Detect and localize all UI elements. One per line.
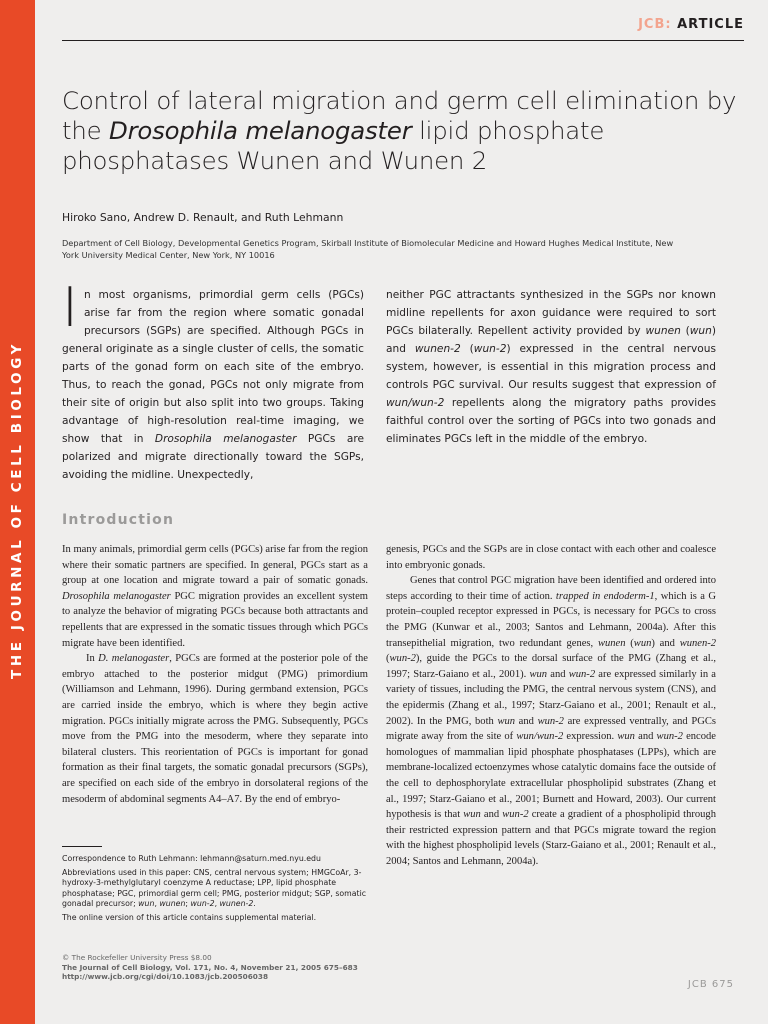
abstract-left-column: In most organisms, primordial germ cells (PGCs) arise far from the region where somatic gonadal precursors (SGPs) are specified. Although PGCs in general originate as a single cluster of cells, the somatic parts of the gonad form on each site of the embryo. Thus, to reach the gonad, PGCs not only migrate from their site of origin but also split into two groups. Taking advantage of high-resolution real-time imaging, we show that in Drosophila melanogaster PGCs are polarized and migrate directionally toward the SGPs, avoiding the midline. Unexpectedly, xyxy=(62,276,364,481)
intro-paragraph: In many animals, primordial germ cells (PGCs) arise far from the region where their somatic partners are specified. In general, PGCs start as a group at one location and migrate toward a pair of somatic gonads. Drosophila melanogaster PGC migration provides an excellent system to analyze the behavior of migrating PGCs because both attractants and repellents that are expressed in the somatic tissues through which PGCs migrate have been identified. xyxy=(62,544,369,649)
footnotes xyxy=(62,854,368,927)
page-number: JCB 675 xyxy=(687,979,734,990)
citation-line: The Journal of Cell Biology, Vol. 171, No. 4, November 21, 2005 675–683 xyxy=(62,962,358,972)
article-type-header xyxy=(638,17,744,32)
abbreviations-note: Abbreviations used in this paper: CNS, central nervous system; HMGCoAr, 3-hydroxy-3-methylglutaryl coenzyme A reductase; LPP, lipid phosphate phosphatase; PGC, primordial germ cell; PMG, posterior midgut; SGP, somatic gonadal precursor; wun, wunen; wun-2, wunen-2. xyxy=(62,867,367,909)
header-rule xyxy=(62,40,744,41)
copyright-line: © The Rockefeller University Press $8.00 xyxy=(62,953,212,962)
supplemental-note: The online version of this article contains supplemental material. xyxy=(62,912,317,922)
intro-left-column xyxy=(62,542,368,807)
intro-right-column xyxy=(386,542,716,869)
doi-link[interactable]: http://www.jcb.org/cgi/doi/10.1083/jcb.200506038 xyxy=(62,972,269,982)
intro-paragraph: Genes that control PGC migration have been identified and ordered into steps according to their time of action. trapped in endoderm-1, which is a G protein–coupled receptor expressed in PGCs, is necessary for PGCs to cross the PMG (Kunwar et al., 2003; Santos and Lehmann, 2004a). After this transepithelial migration, two redundant genes, wunen (wun) and wunen-2 (wun-2), guide the PGCs to the dorsal surface of the PMG (Zhang et al., 1997; Starz-Gaiano et al., 2001). wun and wun-2 are expressed similarly in a variety of tissues, including the PMG, the central nervous system (CNS), and the epidermis (Zhang et al., 1997; Starz-Gaiano et al., 2001; Renault et al., 2002). In the PMG, both wun and wun-2 are expressed ventrally, and PGCs migrate away from the site of wun/wun-2 expression. wun and wun-2 encode homologues of mammalian lipid phosphate phosphatases (LPPs), which are membrane-localized ectoenzymes whose catalytic domains face the outside of the cell to dephosphorylate extracellular phospholipid substrates (Zhang et al., 1997; Starz-Gaiano et al., 2001; Burnett and Howard, 2003). Our current hypothesis is that wun and wun-2 create a gradient of a phospholipid through their restricted expression pattern and that PGCs migrate toward the region with the highest phospholipid levels (Starz-Gaiano et al., 2001; Renault et al., 2004; Santos and Lehmann, 2004a). xyxy=(386,575,717,867)
intro-paragraph: In D. melanogaster, PGCs are formed at the posterior pole of the embryo attached to the posterior midgut (PMG) primordium (Williamson and Lehmann, 1996). During germband extension, PGCs are carried inside the embryo, which is where they begin active migration. PGCs initially migrate across the PMG. Subsequently, PGCs move from the PMG into the mesoderm, where they separate into bilateral clusters. This reorientation of PGCs is important for gonad formation as their final targets, the somatic gonadal precursors (SGPs), are specified on each side of the embryo in dorsolateral regions of the mesoderm of abdominal segments A4–A7. By the end of embryo- xyxy=(62,653,368,805)
intro-paragraph: genesis, PGCs and the SGPs are in close contact with each other and coalesce into embryonic gonads. xyxy=(386,544,716,571)
abstract-right-column: neither PGC attractants synthesized in the SGPs nor known midline repellents for axon guidance were required to sort PGCs bilaterally. Repellent activity provided by wunen (wun) and wunen-2 (wun-2) expressed in the central nervous system, however, is essential in this migration process and controls PGC survival. Our results suggest that expression of wun/wun-2 repellents along the migratory paths provides faithful control over the sorting of PGCs into two gonads and eliminates PGCs left in the middle of the embryo. xyxy=(386,289,716,445)
author-list: Hiroko Sano, Andrew D. Renault, and Ruth Lehmann xyxy=(62,211,344,224)
introduction-heading: Introduction xyxy=(62,512,175,528)
publisher-info xyxy=(62,953,392,982)
correspondence-note: Correspondence to Ruth Lehmann: lehmann@saturn.med.nyu.edu xyxy=(62,854,321,863)
journal-sidebar xyxy=(0,0,35,1024)
sidebar-journal-name: THE JOURNAL OF CELL BIOLOGY xyxy=(9,341,25,679)
footnote-rule xyxy=(62,846,102,847)
header-journal-abbr: JCB: xyxy=(638,17,672,32)
article-title: Control of lateral migration and germ cell elimination by the Drosophila melanogaster lipid phosphate phosphatases Wunen and Wunen 2 xyxy=(62,86,737,175)
abstract-dropcap: I xyxy=(62,276,78,339)
header-section: ARTICLE xyxy=(677,17,744,32)
affiliation: Department of Cell Biology, Developmental Genetics Program, Skirball Institute of Biomolecular Medicine and Howard Hughes Medical Institute, New York University Medical Center, New York, NY 10016 xyxy=(62,238,674,260)
